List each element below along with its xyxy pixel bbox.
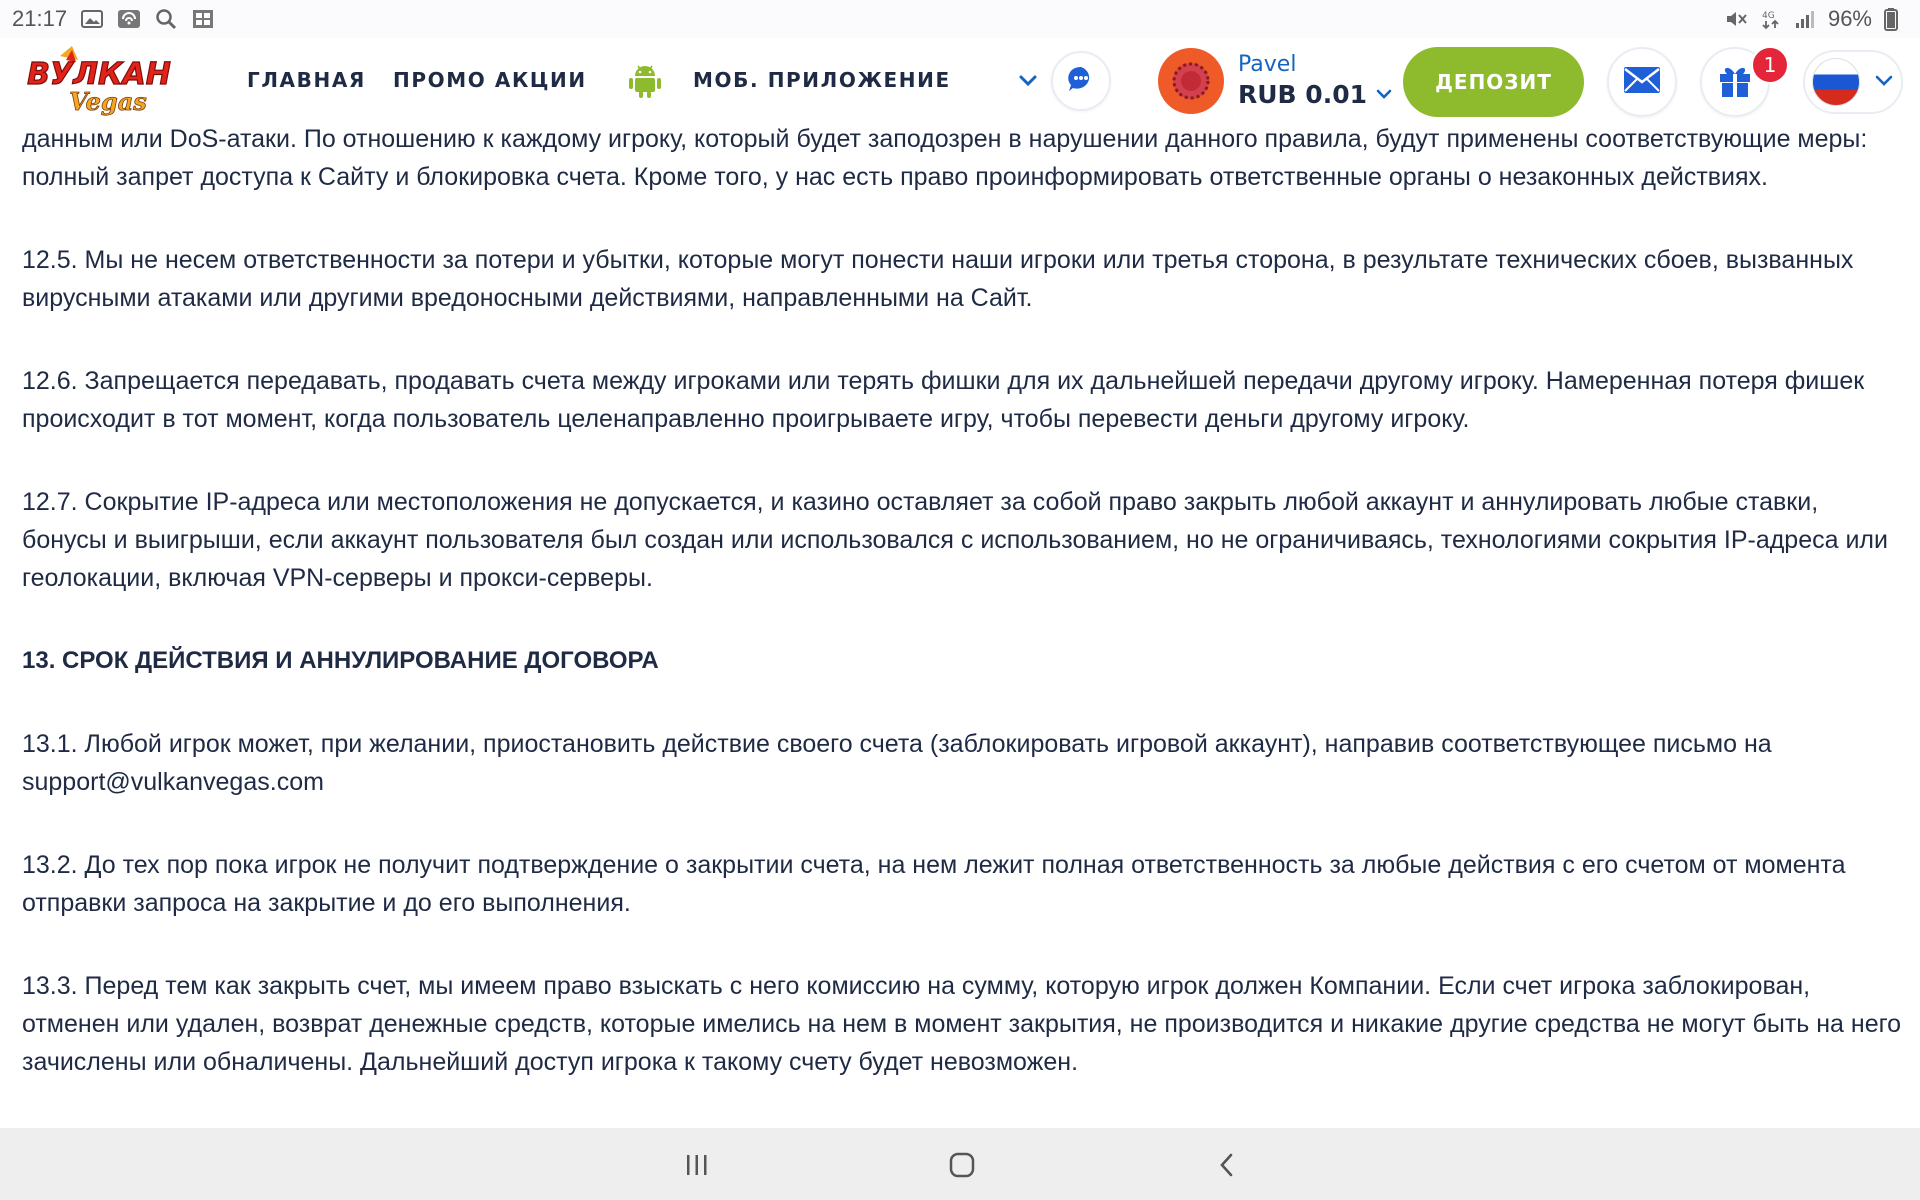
paragraph-13-2: 13.2. До тех пор пока игрок не получит подтверждение о закрытии счета, на нем лежит полная ответственность за любые действия с его счетом от момента отправки запроса на закрытие и до его выполнения. [22, 851, 1846, 917]
paragraph-12-6: 12.6. Запрещается передавать, продавать счета между игроками или терять фишки для их дальнейшей передачи другому игроку. Намеренная потеря фишек происходит в тот момент, когда пользователь целенаправленно проигрываете игру, чтобы перевести деньги другому игроку. [22, 367, 1865, 433]
gift-icon [1717, 62, 1753, 103]
network-type-icon [1760, 8, 1782, 30]
support-email-link[interactable]: support@vulkanvegas.com [22, 768, 324, 796]
battery-percent: 96% [1827, 6, 1872, 31]
svg-text:4G: 4G [1761, 11, 1775, 21]
chevron-down-icon [1375, 80, 1393, 109]
paragraph-12-4-continued: данным или DoS-атаки. По отношению к каждому игроку, который будет заподозрен в нарушении данного правила, будут применены соответствующие меры: полный запрет доступа к Сайту и блокировка счета. Кроме того, у нас есть право проинформировать ответственные органы о незаконных действиях. [22, 125, 1868, 191]
user-name: Pavel [1238, 52, 1297, 77]
gift-count-badge: 1 [1751, 46, 1789, 84]
nav-more-chevron-icon[interactable] [1016, 68, 1040, 92]
language-selector[interactable] [1803, 50, 1903, 114]
svg-text:Vegas: Vegas [69, 87, 147, 116]
android-status-bar [0, 0, 1920, 38]
user-avatar[interactable] [1158, 48, 1224, 114]
balance-value: RUB 0.01 [1238, 80, 1367, 109]
nav-mobile-app[interactable]: МОБ. ПРИЛОЖЕНИЕ [693, 68, 951, 92]
chat-button[interactable] [1051, 51, 1111, 111]
paragraph-12-5: 12.5. Мы не несем ответственности за потери и убытки, которые могут понести наши игроки или третья сторона, в результате технических сбоев, вызванных вирусными атаками или другими вредоносными действиями, направленными на Сайт. [22, 246, 1854, 312]
messages-button[interactable] [1607, 47, 1677, 117]
nav-home[interactable]: ГЛАВНАЯ [247, 68, 366, 92]
deposit-button[interactable]: ДЕПОЗИТ [1403, 47, 1584, 117]
chat-icon [1066, 64, 1096, 99]
russia-flag-icon [1812, 58, 1860, 106]
svg-text:ВУЛКАН: ВУЛКАН [27, 57, 171, 92]
battery-icon [1884, 7, 1898, 31]
recent-apps-icon[interactable] [680, 1148, 714, 1182]
image-notification-icon [81, 9, 103, 29]
signal-icon [1794, 9, 1816, 29]
paragraph-12-7: 12.7. Сокрытие IP-адреса или местоположения не допускается, и казино оставляет за собой право закрыть любой аккаунт и аннулировать любые ставки, бонусы и выигрыши, если аккаунт пользователя был создан или использовался с использованием, но не ограничиваясь, технологиями сокрытия IP-адреса или геолокации, включая VPN-серверы и прокси-серверы. [22, 488, 1888, 592]
android-navigation-bar [0, 1128, 1920, 1200]
terms-content [22, 124, 1902, 1128]
paragraph-13-1-text: 13.1. Любой игрок может, при желании, приостановить действие своего счета (заблокировать игровой аккаунт), направив соответствующее письмо на [22, 730, 1772, 758]
android-icon[interactable] [628, 63, 662, 99]
paragraph-13-3: 13.3. Перед тем как закрыть счет, мы имеем право взыскать с него комиссию на сумму, которую игрок должен Компании. Если счет игрока заблокирован, отменен или удален, возврат денежные средств, которые имелись на нем в момент закрытия, не производится и никакие другие средства не могут быть на него зачислены или обналичены. Дальнейший доступ игрока к такому счету будет невозможен. [22, 972, 1902, 1076]
vulkan-vegas-logo[interactable] [20, 44, 178, 120]
paragraph-13-1 [22, 725, 1902, 801]
chevron-down-icon [1874, 70, 1894, 95]
clock: 21:17 [12, 6, 68, 31]
site-header [0, 38, 1920, 124]
balance-dropdown[interactable] [1238, 80, 1393, 109]
hotspot-notification-icon [117, 9, 141, 29]
home-icon[interactable] [945, 1148, 979, 1182]
nav-promo[interactable]: ПРОМО АКЦИИ [393, 68, 587, 92]
gallery-notification-icon [191, 8, 215, 30]
search-notification-icon [155, 8, 177, 30]
mail-icon [1623, 66, 1661, 99]
section-13-heading: 13. СРОК ДЕЙСТВИЯ И АННУЛИРОВАНИЕ ДОГОВОРА [22, 647, 659, 674]
mute-icon [1724, 8, 1748, 30]
back-icon[interactable] [1210, 1148, 1244, 1182]
